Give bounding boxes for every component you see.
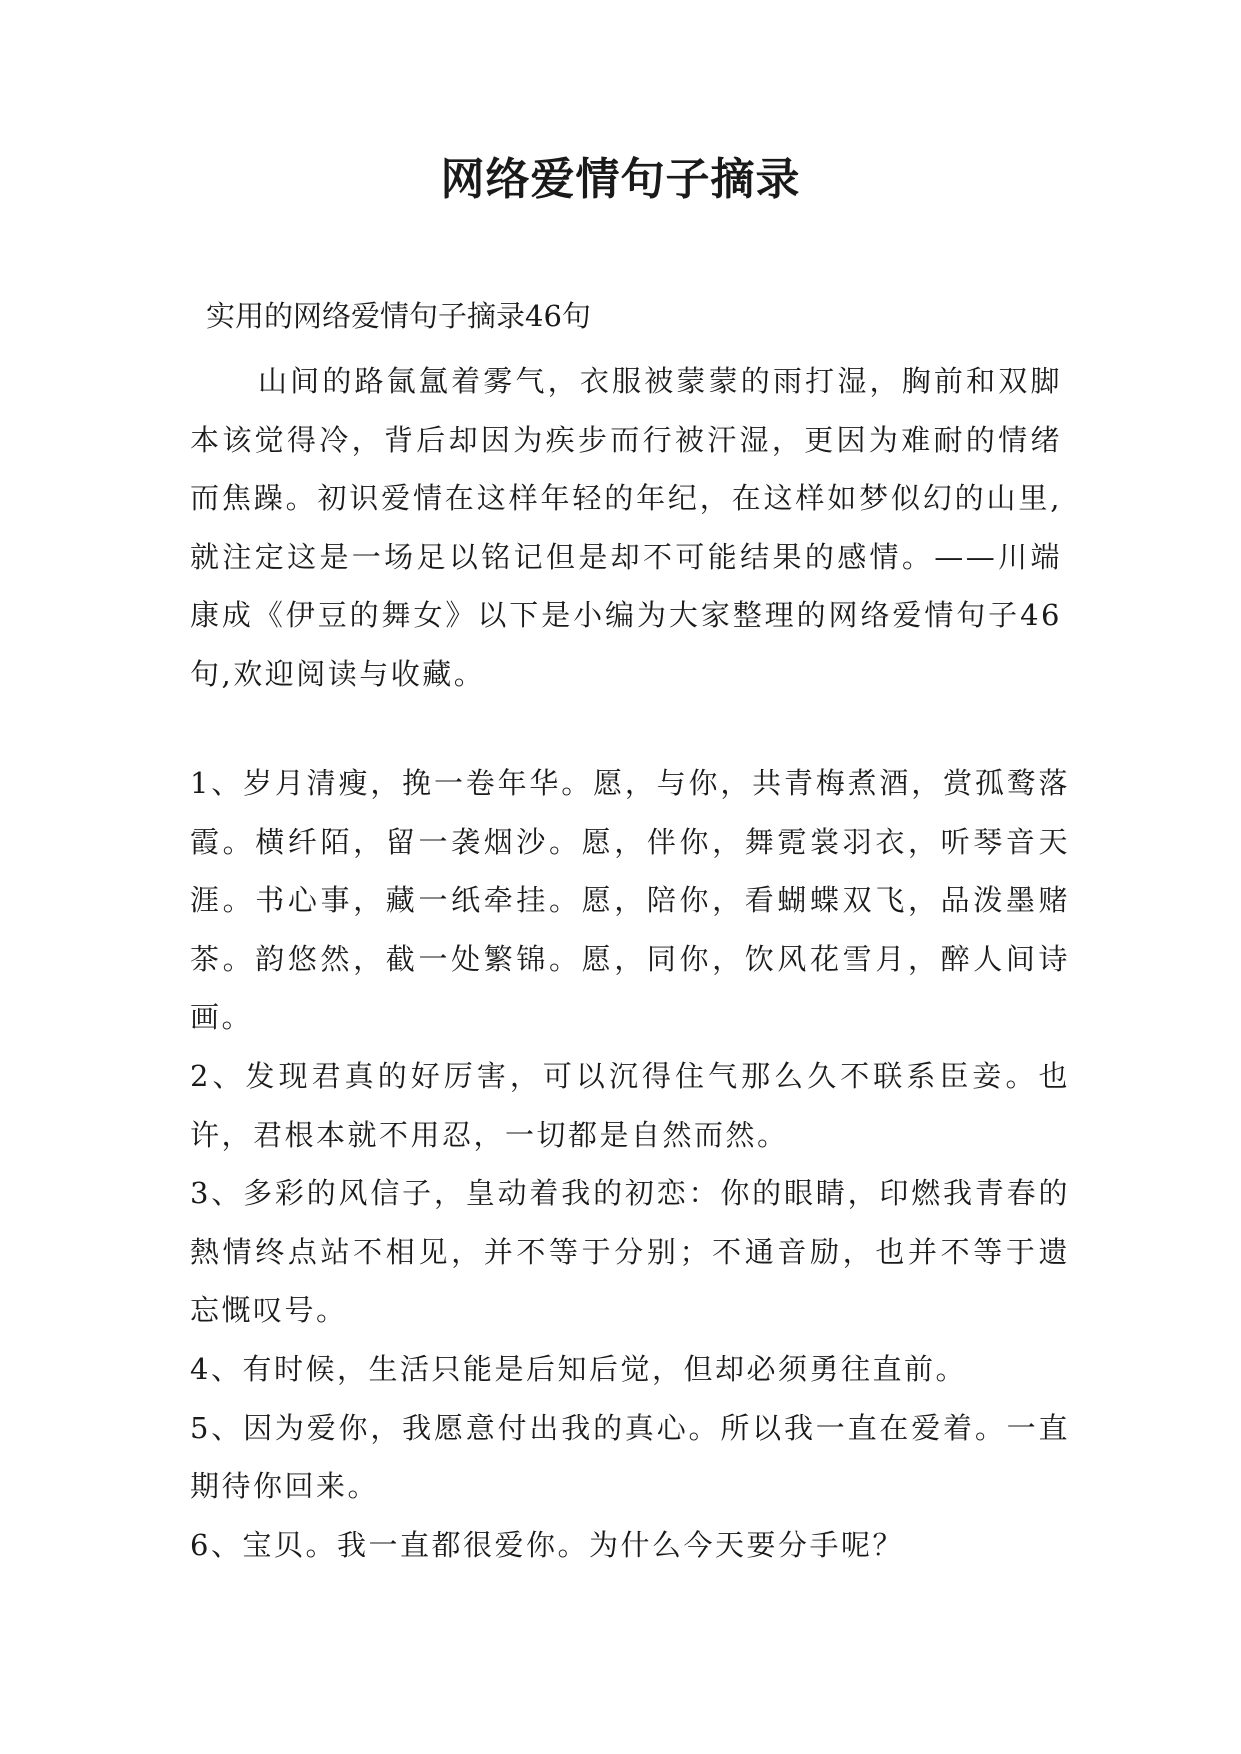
list-item: 1、岁月清瘦，挽一卷年华。愿，与你，共青梅煮酒，赏孤鹜落霞。横纤陌，留一袭烟沙。愿，伴你，舞霓裳羽衣，听琴音天涯。书心事，藏一纸牵挂。愿，陪你，看蝴蝶双飞，品泼墨赌茶。韵悠然，截一处繁锦。愿，同你，饮风花雪月，醉人间诗画。	[190, 766, 1070, 1035]
list-item: 4、有时候，生活只能是后知后觉，但却必须勇往直前。	[190, 1351, 967, 1386]
intro-paragraph: 山间的路氤氲着雾气，衣服被蒙蒙的雨打湿，胸前和双脚本该觉得冷，背后却因为疾步而行被汗湿，更因为难耐的情绪而焦躁。初识爱情在这样年轻的年纪，在这样如梦似幻的山里,就注定这是一场足以铭记但是却不可能结果的感情。——川端康成《伊豆的舞女》以下是小编为大家整理的网络爱情句子46句,欢迎阅读与收藏。	[190, 364, 1062, 691]
list-item: 5、因为爱你，我愿意付出我的真心。所以我一直在爱着。一直期待你回来。	[190, 1410, 1070, 1504]
list-item: 2、发现君真的好厉害，可以沉得住气那么久不联系臣妾。也许，君根本就不用忍，一切都是自然而然。	[190, 1058, 1070, 1152]
list-item: 6、宝贝。我一直都很爱你。为什么今天要分手呢？	[190, 1527, 904, 1562]
sentence-list	[190, 754, 1070, 1574]
document-subtitle: 实用的网络爱情句子摘录46句	[206, 299, 591, 333]
document-title: 网络爱情句子摘录	[440, 154, 801, 205]
list-item: 3、多彩的风信子，皇动着我的初恋：你的眼睛，印燃我青春的熱情终点站不相见，并不等于分别；不通音励，也并不等于遗忘慨叹号。	[190, 1176, 1070, 1328]
